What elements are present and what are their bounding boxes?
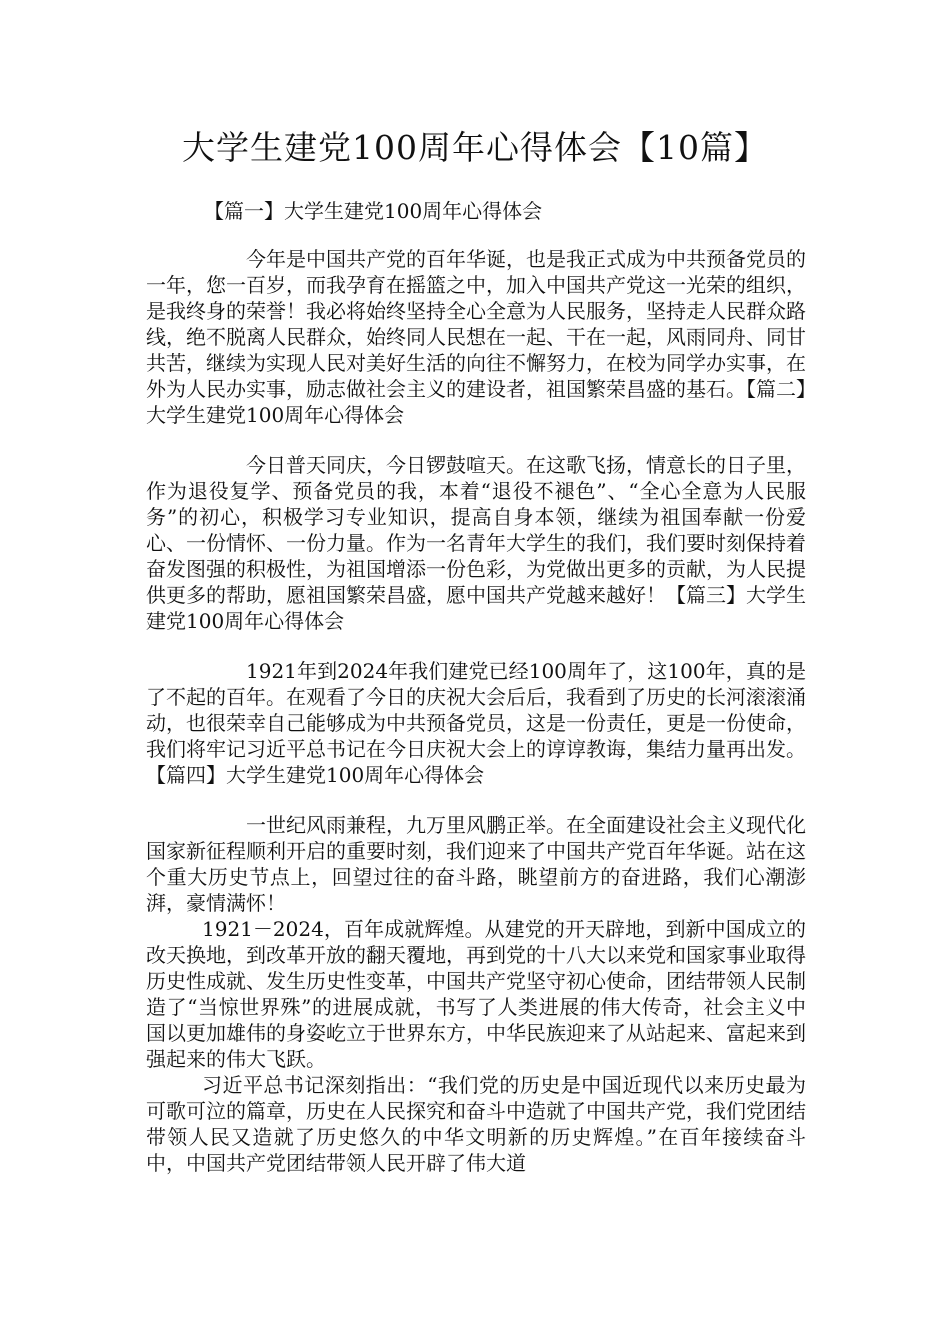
paragraph-4: 一世纪风雨兼程，九万里风鹏正举。在全面建设社会主义现代化国家新征程顺利开启的重要时刻，我们迎来了中国共产党百年华诞。站在这个重大历史节点上，回望过往的奋斗路，眺望前方的奋进路，我们心潮澎湃，豪情满怀！	[146, 813, 806, 915]
section-heading: 【篇一】大学生建党100周年心得体会	[204, 199, 543, 223]
paragraph-6: 习近平总书记深刻指出：“我们党的历史是中国近现代以来历史最为可歌可泣的篇章，历史在人民探究和奋斗中造就了中国共产党，我们党团结带领人民又造就了历史悠久的中华文明新的历史辉煌。”在百年接续奋斗中，中国共产党团结带领人民开辟了伟大道	[146, 1073, 806, 1175]
paragraph-5: 1921－2024，百年成就辉煌。从建党的开天辟地，到新中国成立的改天换地，到改革开放的翻天覆地，再到党的十八大以来党和国家事业取得历史性成就、发生历史性变革，中国共产党坚守初心使命，团结带领人民制造了“当惊世界殊”的进展成就，书写了人类进展的伟大传奇，社会主义中国以更加雄伟的身姿屹立于世界东方，中华民族迎来了从站起来、富起来到强起来的伟大飞跃。	[146, 917, 806, 1071]
paragraph-1: 今年是中国共产党的百年华诞，也是我正式成为中共预备党员的一年，您一百岁，而我孕育在摇篮之中，加入中国共产党这一光荣的组织，是我终身的荣誉！我必将始终坚持全心全意为人民服务，坚持走人民群众路线，绝不脱离人民群众，始终同人民想在一起、干在一起，风雨同舟、同甘共苦，继续为实现人民对美好生活的向往不懈努力，在校为同学办实事，在外为人民办实事，励志做社会主义的建设者，祖国繁荣昌盛的基石。【篇二】大学生建党100周年心得体会	[146, 247, 806, 427]
document-title: 大学生建党100周年心得体会【10篇】	[182, 128, 768, 167]
document-body	[146, 246, 806, 1176]
paragraph-3: 1921年到2024年我们建党已经100周年了，这100年，真的是了不起的百年。在观看了今日的庆祝大会后后，我看到了历史的长河滚滚涌动，也很荣幸自己能够成为中共预备党员，这是一份责任，更是一份使命，我们将牢记习近平总书记在今日庆祝大会上的谆谆教诲，集结力量再出发。【篇四】大学生建党100周年心得体会	[146, 659, 806, 787]
paragraph-2: 今日普天同庆，今日锣鼓喧天。在这歌飞扬，情意长的日子里，作为退役复学、预备党员的我，本着“退役不褪色”、“全心全意为人民服务”的初心，积极学习专业知识，提高自身本领，继续为祖国奉献一份爱心、一份情怀、一份力量。作为一名青年大学生的我们，我们要时刻保持着奋发图强的积极性，为祖国增添一份色彩，为党做出更多的贡献，为人民提供更多的帮助，愿祖国繁荣昌盛，愿中国共产党越来越好！【篇三】大学生建党100周年心得体会	[146, 453, 806, 633]
